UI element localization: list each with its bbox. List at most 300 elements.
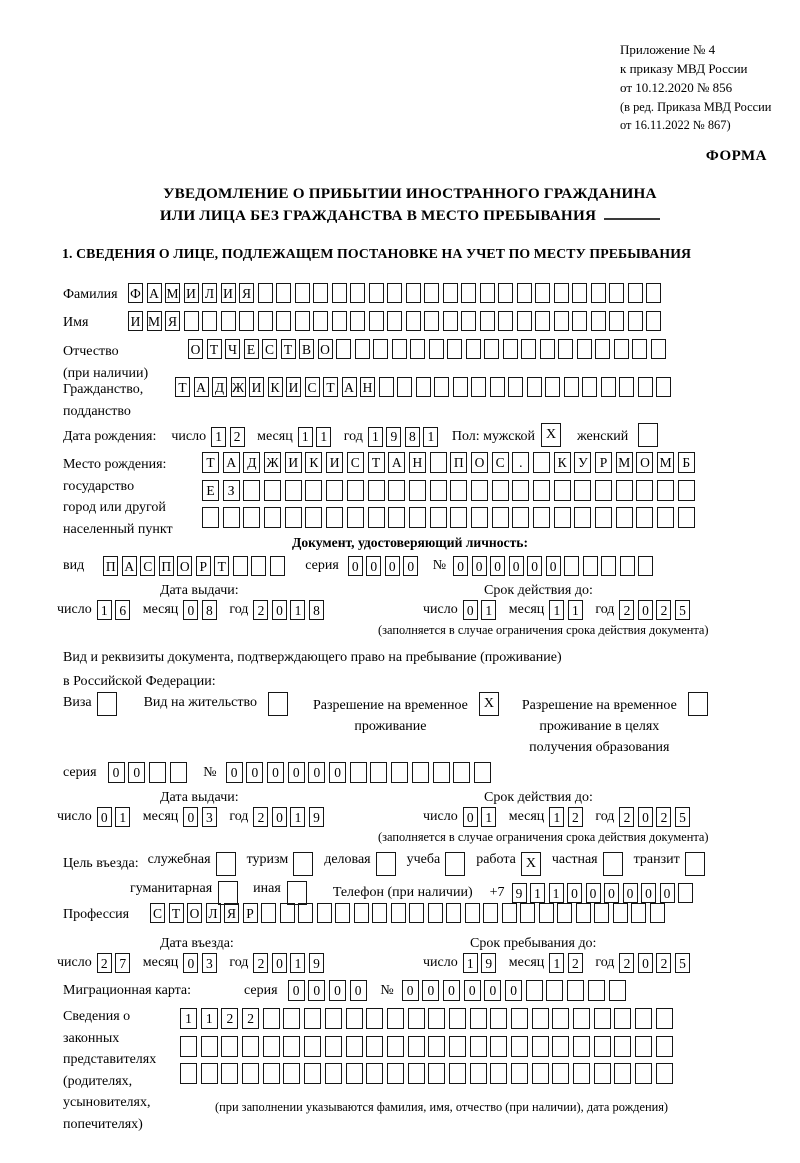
form-cell: 0 (329, 762, 346, 783)
form-cell (243, 507, 260, 528)
form-cell (313, 283, 328, 303)
form-cell: А (147, 283, 162, 303)
birth-place-cells (202, 452, 699, 535)
form-cell (285, 480, 302, 501)
patronymic-label: Отчество (при наличии) (63, 344, 149, 381)
option-visa: Виза (63, 695, 117, 716)
form-cell: 0 (443, 980, 460, 1001)
form-cell: М (165, 283, 180, 303)
form-cell (428, 1008, 445, 1029)
form-cell: Т (323, 377, 338, 397)
day-cells (97, 953, 134, 973)
form-cell (564, 377, 579, 397)
form-cell (450, 507, 467, 528)
form-cell (332, 311, 347, 331)
form-cell (317, 903, 332, 923)
form-cell: 0 (308, 762, 325, 783)
form-cell (638, 377, 653, 397)
form-cell (201, 1063, 218, 1084)
form-cell (545, 377, 560, 397)
form-cell (471, 377, 486, 397)
form-cell (276, 283, 291, 303)
day-cells (463, 600, 500, 620)
form-cell (461, 283, 476, 303)
form-cell: 0 (472, 556, 487, 576)
form-cell: 1 (481, 600, 496, 620)
form-cell: 1 (481, 807, 496, 827)
form-cell (347, 507, 364, 528)
form-cell (387, 311, 402, 331)
form-cell: И (184, 283, 199, 303)
form-cell: 2 (253, 807, 268, 827)
form-cell (325, 1008, 342, 1029)
birth-place-label: Место рождения: государство город или другой населенный пункт (63, 457, 173, 537)
form-cell (572, 311, 587, 331)
form-cell (470, 1008, 487, 1029)
form-cell: 8 (309, 600, 324, 620)
option-other: иная (253, 881, 307, 905)
form-cell (264, 480, 281, 501)
option-temp-residence-education: Разрешение на временное проживание в целях получения образования (522, 695, 708, 758)
form-cell (233, 556, 248, 576)
number-label: № (432, 558, 447, 573)
form-cell: 2 (253, 600, 268, 620)
form-cell (430, 507, 447, 528)
form-cell (180, 1063, 197, 1084)
birth-date-row (63, 426, 658, 447)
migration-card-row (63, 980, 629, 1001)
patronymic-cells (188, 339, 669, 359)
form-cell (447, 339, 462, 359)
form-cell (609, 311, 624, 331)
form-cell (511, 1036, 528, 1057)
form-cell (239, 311, 254, 331)
form-cell: 0 (350, 980, 367, 1001)
form-cell (184, 311, 199, 331)
surname-cells (128, 283, 665, 303)
form-cell (552, 1036, 569, 1057)
form-cell: 0 (490, 556, 505, 576)
purpose-label: Цель въезда: (63, 856, 139, 871)
form-cell (350, 311, 365, 331)
number-label: № (203, 764, 217, 780)
form-cell: 1 (298, 427, 313, 447)
form-cell: 0 (246, 762, 263, 783)
form-cell (572, 283, 587, 303)
form-cell (387, 283, 402, 303)
form-cell (614, 1008, 631, 1029)
form-cell (521, 339, 536, 359)
year-cells (253, 807, 327, 827)
form-cell: Р (243, 903, 258, 923)
surname-label: Фамилия (63, 287, 118, 302)
form-cell: 1 (368, 427, 383, 447)
form-cell (372, 903, 387, 923)
form-cell: 1 (463, 953, 478, 973)
form-cell: 0 (272, 807, 287, 827)
form-cell (527, 377, 542, 397)
form-cell (261, 903, 276, 923)
form-cell: 1 (290, 953, 305, 973)
form-cell (221, 1063, 238, 1084)
birth-date-group (171, 427, 441, 447)
form-cell: Д (243, 452, 260, 473)
residence-number-cells (226, 762, 495, 783)
day-cells (463, 807, 500, 827)
form-cell (613, 903, 628, 923)
birth-place-row1 (202, 452, 699, 473)
form-cell (391, 762, 408, 783)
form-cell (392, 339, 407, 359)
residence-issue-label: Дата выдачи: (160, 790, 239, 805)
form-cell: О (188, 339, 203, 359)
form-cell (387, 1063, 404, 1084)
form-cell: 0 (288, 762, 305, 783)
annex-block (620, 40, 748, 97)
day-label: число (57, 809, 92, 824)
day-cells (463, 953, 500, 973)
form-cell (283, 1036, 300, 1057)
day-cells (97, 600, 134, 620)
month-label: месяц (508, 602, 545, 617)
form-cell: Б (678, 452, 695, 473)
form-cell (651, 339, 666, 359)
phone-prefix: +7 (489, 885, 505, 900)
form-cell: П (103, 556, 118, 576)
gender-male-label: Пол: мужской (451, 428, 536, 444)
option-work: работа X (476, 852, 541, 876)
form-cell: И (285, 452, 302, 473)
form-cell: 0 (366, 556, 381, 576)
form-cell: 0 (267, 762, 284, 783)
form-cell (628, 283, 643, 303)
form-cell (471, 480, 488, 501)
form-cell: . (512, 452, 529, 473)
form-cell (657, 507, 674, 528)
form-cell: 2 (568, 807, 583, 827)
option-transit: транзит (634, 852, 705, 876)
form-cell (270, 556, 285, 576)
form-cell (298, 903, 313, 923)
form-cell (325, 1036, 342, 1057)
form-cell (428, 903, 443, 923)
form-cell (449, 1036, 466, 1057)
year-cells (619, 953, 693, 973)
form-cell (558, 339, 573, 359)
form-cell (295, 283, 310, 303)
doc-number-cells (453, 556, 657, 576)
form-cell (656, 1036, 673, 1057)
form-cell (263, 1063, 280, 1084)
form-cell: И (221, 283, 236, 303)
form-cell (446, 903, 461, 923)
option-private: частная (552, 852, 623, 876)
form-cell (304, 1036, 321, 1057)
form-cell (616, 480, 633, 501)
form-cell (264, 507, 281, 528)
doc-series-cells (348, 556, 422, 576)
residence-series-cells (108, 762, 191, 783)
amendment-line: (в ред. Приказа МВД России (620, 100, 772, 114)
form-cell (576, 903, 591, 923)
form-cell: Р (595, 452, 612, 473)
form-cell: З (223, 480, 240, 501)
form-cell (326, 480, 343, 501)
form-cell: 8 (405, 427, 420, 447)
form-cell (620, 556, 635, 576)
form-cell: 0 (385, 556, 400, 576)
form-cell: 5 (675, 953, 690, 973)
form-cell (368, 480, 385, 501)
form-cell: Д (212, 377, 227, 397)
form-cell (409, 903, 424, 923)
form-cell: 0 (463, 600, 478, 620)
form-cell: 9 (309, 953, 324, 973)
form-cell (636, 480, 653, 501)
form-cell: К (305, 452, 322, 473)
form-cell: 2 (97, 953, 112, 973)
form-cell: 3 (202, 807, 217, 827)
form-cell (539, 903, 554, 923)
form-cell (646, 283, 661, 303)
form-cell (583, 556, 598, 576)
form-cell (443, 283, 458, 303)
form-cell (346, 1008, 363, 1029)
day-label: число (57, 955, 92, 970)
form-cell: Я (239, 283, 254, 303)
form-cell (588, 980, 605, 1001)
given-name-cells (128, 311, 665, 331)
form-cell (430, 480, 447, 501)
title-underline (604, 207, 660, 220)
representatives-row1 (180, 1008, 677, 1029)
form-cell: 1 (180, 1008, 197, 1029)
month-cells (549, 807, 586, 827)
option-tourism: туризм (247, 852, 314, 876)
amendment-block (620, 98, 771, 134)
year-cells (253, 600, 327, 620)
form-cell (332, 283, 347, 303)
form-cell (656, 377, 671, 397)
form-cell (221, 1036, 238, 1057)
form-cell: 0 (183, 600, 198, 620)
identity-doc-heading: Документ, удостоверяющий личность: (292, 535, 528, 550)
form-cell (368, 507, 385, 528)
form-cell (430, 452, 447, 473)
form-cell: 1 (423, 427, 438, 447)
migration-card-label: Миграционная карта: (63, 982, 192, 998)
identity-doc-row (63, 556, 657, 576)
form-cell (619, 377, 634, 397)
form-cell: Ж (231, 377, 246, 397)
option-residence-permit: Вид на жительство (144, 695, 288, 716)
form-cell (532, 1036, 549, 1057)
other-checkbox (287, 881, 307, 905)
form-cell (355, 339, 370, 359)
series-label: серия (63, 764, 97, 780)
form-cell: 2 (253, 953, 268, 973)
form-cell (511, 1008, 528, 1029)
form-cell (406, 311, 421, 331)
form-cell (304, 1063, 321, 1084)
form-cell: 0 (509, 556, 524, 576)
form-cell (251, 556, 266, 576)
form-cell (263, 1036, 280, 1057)
form-cell: 0 (546, 556, 561, 576)
migration-series-cells (288, 980, 371, 1001)
form-cell (416, 377, 431, 397)
form-cell: 1 (290, 600, 305, 620)
form-cell: С (492, 452, 509, 473)
form-cell: 1 (211, 427, 226, 447)
visa-checkbox (97, 692, 117, 716)
form-cell: 2 (230, 427, 245, 447)
form-cell (492, 507, 509, 528)
form-cell: Р (196, 556, 211, 576)
day-label: число (423, 955, 458, 970)
form-cell: 0 (272, 953, 287, 973)
form-cell (354, 903, 369, 923)
form-cell: 0 (464, 980, 481, 1001)
form-cell: 8 (202, 600, 217, 620)
representatives-row3 (180, 1063, 677, 1084)
form-cell: 0 (348, 556, 363, 576)
form-cell: А (194, 377, 209, 397)
form-cell (470, 1063, 487, 1084)
form-cell (595, 507, 612, 528)
title-line1: УВЕДОМЛЕНИЕ О ПРИБЫТИИ ИНОСТРАННОГО ГРАЖДАНИНА (163, 185, 657, 202)
form-cell: 6 (115, 600, 130, 620)
form-cell (449, 1008, 466, 1029)
option-business: деловая (324, 852, 395, 876)
form-cell: 1 (549, 600, 564, 620)
study-checkbox (445, 852, 465, 876)
form-cell (470, 1036, 487, 1057)
form-cell: О (187, 903, 202, 923)
day-cells (97, 807, 134, 827)
number-label: № (380, 982, 394, 998)
form-cell: И (286, 377, 301, 397)
form-cell (650, 903, 665, 923)
form-cell (295, 311, 310, 331)
form-cell (429, 339, 444, 359)
form-cell (170, 762, 187, 783)
form-cell (635, 1063, 652, 1084)
form-cell (573, 1063, 590, 1084)
form-cell (258, 311, 273, 331)
form-cell (540, 339, 555, 359)
form-cell (564, 556, 579, 576)
citizenship-cells (175, 377, 675, 397)
form-cell: 2 (568, 953, 583, 973)
form-cell (594, 903, 609, 923)
private-checkbox (603, 852, 623, 876)
form-cell: С (262, 339, 277, 359)
form-cell: Т (169, 903, 184, 923)
day-label: число (171, 428, 207, 444)
year-label: год (343, 428, 363, 444)
year-label: год (229, 955, 249, 970)
form-cell (285, 507, 302, 528)
form-cell (379, 377, 394, 397)
form-cell (554, 480, 571, 501)
option-official: служебная (148, 852, 236, 876)
form-cell: 0 (272, 600, 287, 620)
form-cell (366, 1036, 383, 1057)
form-cell: А (223, 452, 240, 473)
form-cell (428, 1063, 445, 1084)
representatives-row2 (180, 1036, 677, 1057)
year-cells (619, 600, 693, 620)
form-cell: 2 (619, 807, 634, 827)
form-cell: 0 (638, 953, 653, 973)
form-cell: 1 (549, 807, 564, 827)
form-cell (595, 480, 612, 501)
form-cell: М (147, 311, 162, 331)
form-cell (201, 1036, 218, 1057)
form-cell: 0 (108, 762, 125, 783)
form-cell (387, 1036, 404, 1057)
month-cells (183, 807, 220, 827)
form-cell: 1 (549, 953, 564, 973)
form-cell (223, 507, 240, 528)
form-cell (628, 311, 643, 331)
option-study: учеба (407, 852, 466, 876)
form-cell (283, 1063, 300, 1084)
month-cells (549, 953, 586, 973)
form-cell: А (388, 452, 405, 473)
profession-cells (150, 903, 668, 923)
form-cell (450, 480, 467, 501)
form-cell (483, 903, 498, 923)
form-cell: М (657, 452, 674, 473)
form-cell: 2 (656, 953, 671, 973)
form-cell: 0 (527, 556, 542, 576)
citizenship-label: Гражданство, подданство (63, 382, 144, 419)
form-cell: 1 (568, 600, 583, 620)
form-cell (678, 480, 695, 501)
form-cell (512, 507, 529, 528)
form-cell (535, 283, 550, 303)
identity-validity-note: (заполняется в случае ограничения срока действия документа) (378, 623, 709, 637)
form-cell (280, 903, 295, 923)
annex-line: Приложение № 4 (620, 42, 716, 57)
title-line2-wrap (40, 205, 780, 227)
form-cell (594, 1008, 611, 1029)
month-label: месяц (142, 602, 179, 617)
phone-cells (512, 883, 697, 903)
form-cell (388, 507, 405, 528)
form-cell: С (347, 452, 364, 473)
form-cell (397, 377, 412, 397)
representatives-label: Сведения о законных представителях (родителях, усыновителях, попечителях) (63, 1009, 157, 1132)
form-cell: 1 (316, 427, 331, 447)
day-label: число (423, 809, 458, 824)
form-cell: П (450, 452, 467, 473)
form-cell: 0 (463, 807, 478, 827)
month-cells (183, 953, 220, 973)
form-cell (347, 480, 364, 501)
year-cells (619, 807, 693, 827)
month-cells (298, 427, 335, 447)
form-cell (461, 311, 476, 331)
form-cell (410, 339, 425, 359)
form-cell (490, 1008, 507, 1029)
form-cell (408, 1008, 425, 1029)
form-cell: Е (244, 339, 259, 359)
tourism-checkbox (293, 852, 313, 876)
business-checkbox (376, 852, 396, 876)
